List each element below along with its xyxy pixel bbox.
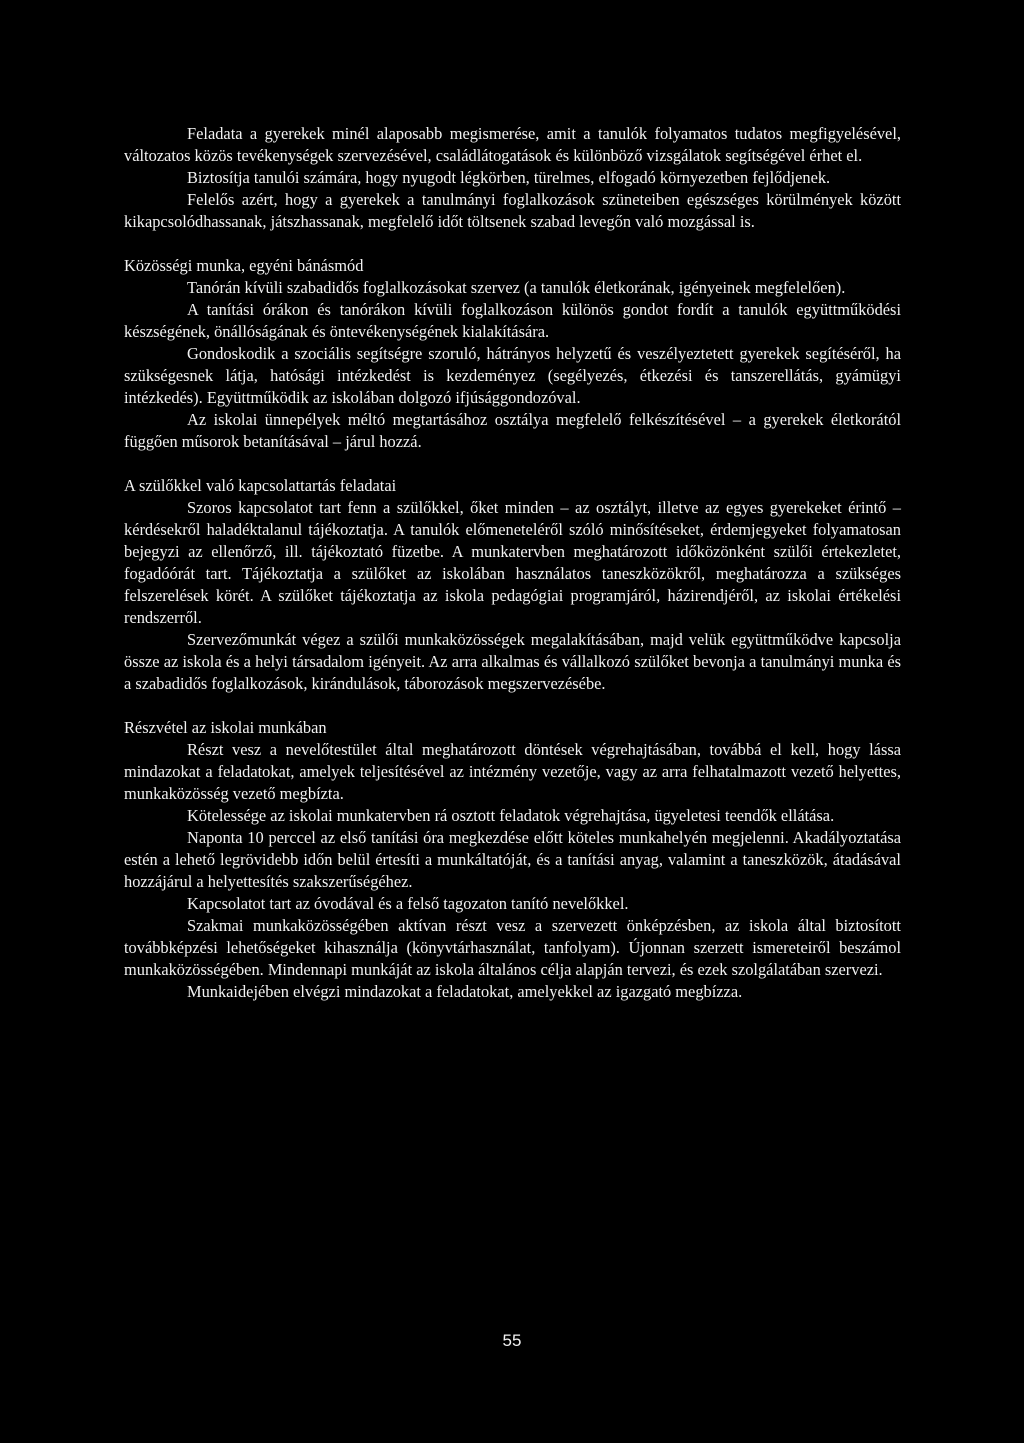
paragraph: Felelős azért, hogy a gyerekek a tanulmányi foglalkozások szüneteiben egészséges körülmények között kikapcsolódhassanak, játszhassanak, megfelelő időt töltsenek szabad levegőn való mozgással is. — [124, 190, 901, 231]
section-heading: Közösségi munka, egyéni bánásmód — [124, 256, 364, 275]
paragraph: Biztosítja tanulói számára, hogy nyugodt légkörben, türelmes, elfogadó környezetben fejlődjenek. — [187, 168, 831, 187]
paragraph: Szoros kapcsolatot tart fenn a szülőkkel, őket minden – az osztályt, illetve az egyes gyerekeket érintő – kérdésekről haladéktalanul tájékoztatja. A tanulók előmeneteléről szóló minősítéseket, érdemjegyeket folyamatosan bejegyzi az ellenőrző, ill. tájékoztató füzetbe. A munkatervben meghatározott időközönként szülői értekezletet, fogadóórát tart. Tájékoztatja a szülőket az iskolában használatos taneszközökről, meghatározza a szükséges felszerelések körét. A szülőket tájékoztatja az iskola pedagógiai programjáról, házirendjéről, az iskolai értékelési rendszerről. — [124, 498, 901, 627]
paragraph: Szervezőmunkát végez a szülői munkaközösségek megalakításában, majd velük együttműködve kapcsolja össze az iskola és a helyi társadalom igényeit. Az arra alkalmas és vállalkozó szülőket bevonja a tanulmányi munka és a szabadidős foglalkozások, kirándulások, táborozások megszervezésébe. — [124, 630, 901, 693]
page-number: 55 — [502, 1331, 522, 1350]
section-heading: A szülőkkel való kapcsolattartás feladatai — [124, 476, 397, 495]
paragraph: Feladata a gyerekek minél alaposabb megismerése, amit a tanulók folyamatos tudatos megfigyelésével, változatos közös tevékenységek szervezésével, családlátogatások és különböző vizsgálatok segítségével érhet el. — [124, 124, 901, 165]
paragraph: Szakmai munkaközösségében aktívan részt vesz a szervezett önképzésben, az iskola által biztosított továbbképzési lehetőségeket kihasználja (könyvtárhasználat, tanfolyam). Újonnan szerzett ismereteiről beszámol munkaközösségében. Mindennapi munkáját az iskola általános célja alapján tervezi, és ezek szolgálatában szervezi. — [124, 916, 901, 979]
paragraph: Tanórán kívüli szabadidős foglalkozásokat szervez (a tanulók életkorának, igényeinek megfelelően). — [187, 278, 846, 297]
paragraph: Munkaidejében elvégzi mindazokat a feladatokat, amelyekkel az igazgató megbízza. — [187, 982, 743, 1001]
section-spacer — [124, 695, 901, 717]
section-heading: Részvétel az iskolai munkában — [124, 718, 327, 737]
paragraph: Gondoskodik a szociális segítségre szoruló, hátrányos helyzetű és veszélyeztetett gyerekek segítéséről, ha szükségesnek látja, hatósági intézkedést is kezdeményez (segélyezés, étkezési és tanszerellátás, gyámügyi intézkedés). Együttműködik az iskolában dolgozó ifjúsággondozóval. — [124, 344, 901, 407]
paragraph: Az iskolai ünnepélyek méltó megtartásához osztálya megfelelő felkészítésével – a gyerekek életkorától függően műsorok betanításával – járul hozzá. — [124, 410, 901, 451]
paragraph: Részt vesz a nevelőtestület által meghatározott döntések végrehajtásában, továbbá el kell, hogy lássa mindazokat a feladatokat, amelyek teljesítésével az intézmény vezetője, vagy az arra felhatalmazott vezető helyettes, munkaközösség vezető megbízta. — [124, 740, 901, 803]
paragraph: Naponta 10 perccel az első tanítási óra megkezdése előtt köteles munkahelyén megjelenni. Akadályoztatása estén a lehető legrövidebb időn belül értesíti a munkáltatóját, és a tanítási anyag, valamint a taneszközök, átadásával hozzájárul a helyettesítés szakszerűségéhez. — [124, 828, 901, 891]
document-page — [124, 123, 901, 1003]
paragraph: A tanítási órákon és tanórákon kívüli foglalkozáson különös gondot fordít a tanulók együttműködési készségének, önállóságának és öntevékenységének kialakítására. — [124, 300, 901, 341]
section-spacer — [124, 453, 901, 475]
section-spacer — [124, 233, 901, 255]
paragraph: Kötelessége az iskolai munkatervben rá osztott feladatok végrehajtása, ügyeletesi teendők ellátása. — [187, 806, 835, 825]
paragraph: Kapcsolatot tart az óvodával és a felső tagozaton tanító nevelőkkel. — [187, 894, 629, 913]
